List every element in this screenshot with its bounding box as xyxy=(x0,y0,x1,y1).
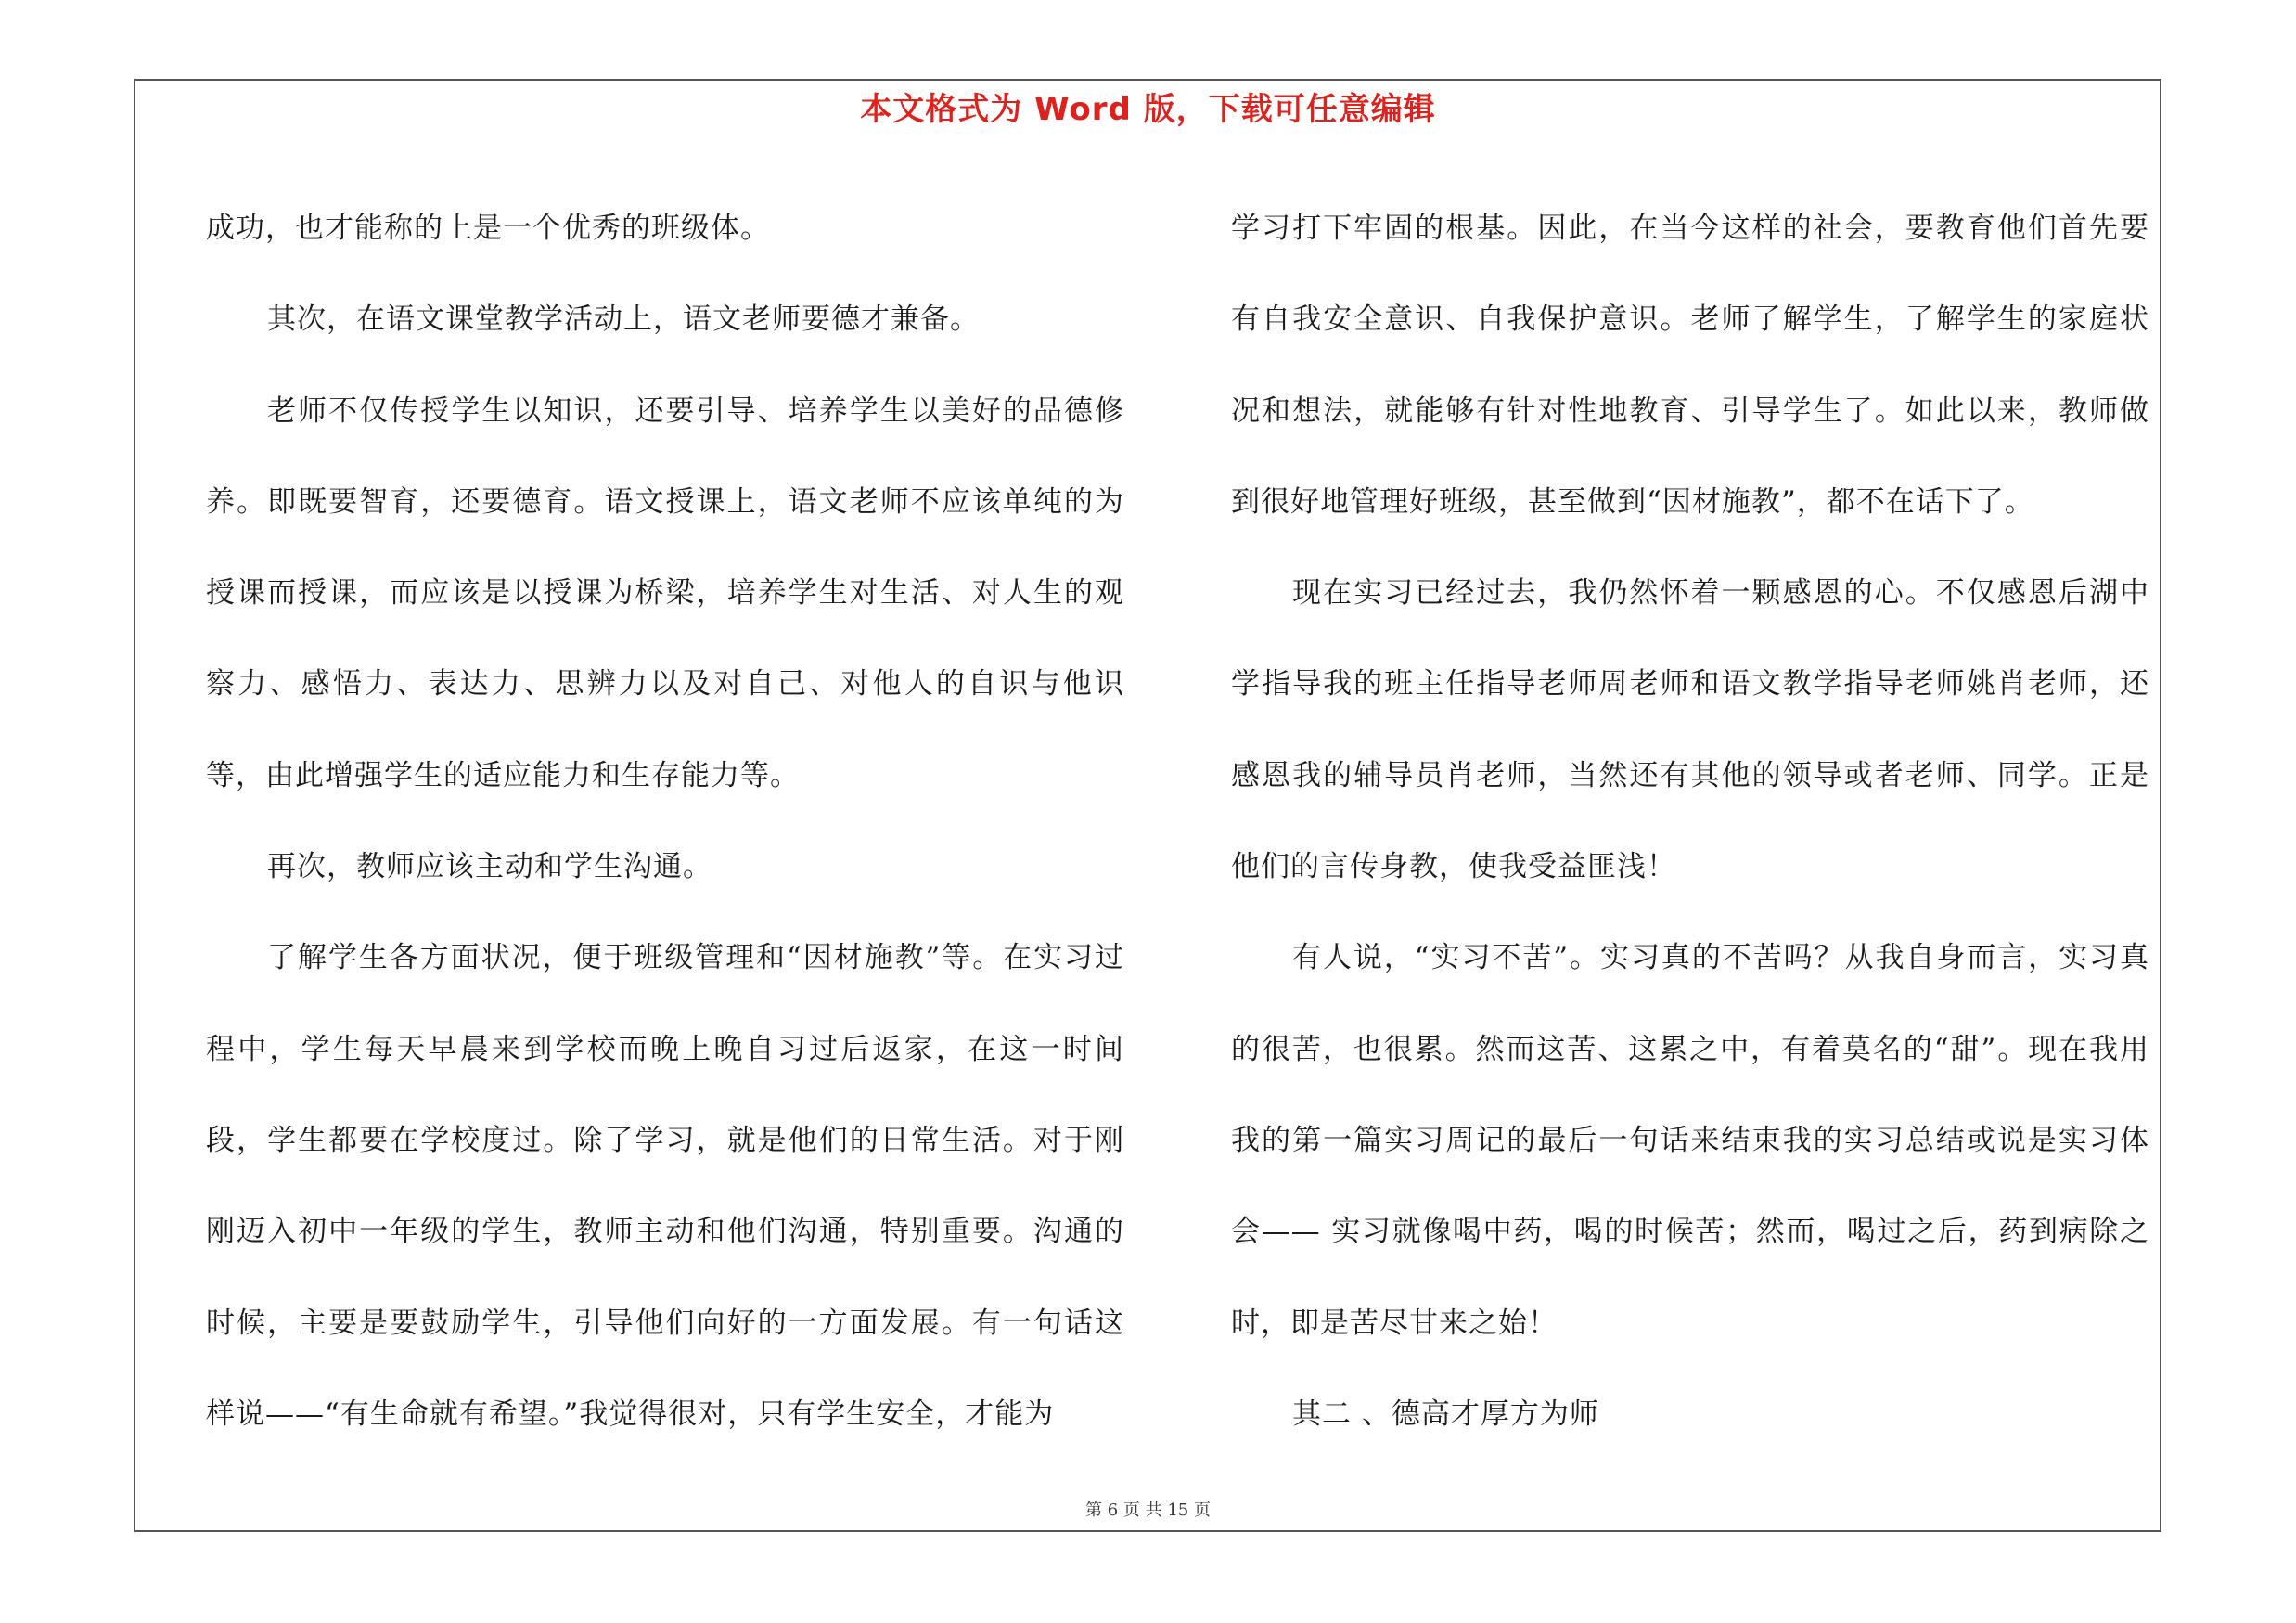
paragraph: 成功，也才能称的上是一个优秀的班级体。 xyxy=(206,212,770,245)
paragraph: 再次，教师应该主动和学生沟通。 xyxy=(267,850,712,884)
section-heading: 其二 、德高才厚方为师 xyxy=(1292,1397,1599,1431)
paragraph: 其次，在语文课堂教学活动上，语文老师要德才兼备。 xyxy=(267,303,980,337)
word-format-banner: 本文格式为 Word 版，下载可任意编辑 xyxy=(860,91,1436,128)
page-number-footer: 第 6 页 共 15 页 xyxy=(1085,1501,1211,1520)
paragraph: 老师不仅传授学生以知识，还要引导、培养学生以美好的品德修养。即既要智育，还要德育。语文授课上，语文老师不应该单纯的为授课而授课，而应该是以授课为桥梁，培养学生对生活、对人生的观察力、感悟力、表达力、思辨力以及对自己、对他人的自识与他识等，由此增强学生的适应能力和生存能力等。 xyxy=(206,393,1124,792)
paragraph: 学习打下牢固的根基。因此，在当今这样的社会，要教育他们首先要有自我安全意识、自我保护意识。老师了解学生，了解学生的家庭状况和想法，就能够有针对性地教育、引导学生了。如此以来，教师做到很好地管理好班级，甚至做到“因材施教”，都不在话下了。 xyxy=(1231,212,2149,519)
paragraph: 现在实习已经过去，我仍然怀着一颗感恩的心。不仅感恩后湖中学指导我的班主任指导老师周老师和语文教学指导老师姚肖老师，还感恩我的辅导员肖老师，当然还有其他的领导或者老师、同学。正是他们的言传身教，使我受益匪浅！ xyxy=(1231,576,2149,884)
paragraph: 了解学生各方面状况，便于班级管理和“因材施教”等。在实习过程中，学生每天早晨来到学校而晚上晚自习过后返家，在这一时间段，学生都要在学校度过。除了学习，就是他们的日常生活。对于刚刚迈入初中一年级的学生，教师主动和他们沟通，特别重要。沟通的时候，主要是要鼓励学生，引导他们向好的一方面发展。有一句话这样说——“有生命就有希望。”我觉得很对，只有学生安全，才能为 xyxy=(206,941,1124,1431)
left-text-column xyxy=(206,183,1124,1460)
paragraph: 有人说，“实习不苦”。实习真的不苦吗？从我自身而言，实习真的很苦，也很累。然而这苦、这累之中，有着莫名的“甜”。现在我用我的第一篇实习周记的最后一句话来结束我的实习总结或说是实习体会—— 实习就像喝中药，喝的时候苦；然而，喝过之后，药到病除之时，即是苦尽甘来之始！ xyxy=(1231,941,2149,1340)
right-text-column xyxy=(1231,183,2149,1460)
